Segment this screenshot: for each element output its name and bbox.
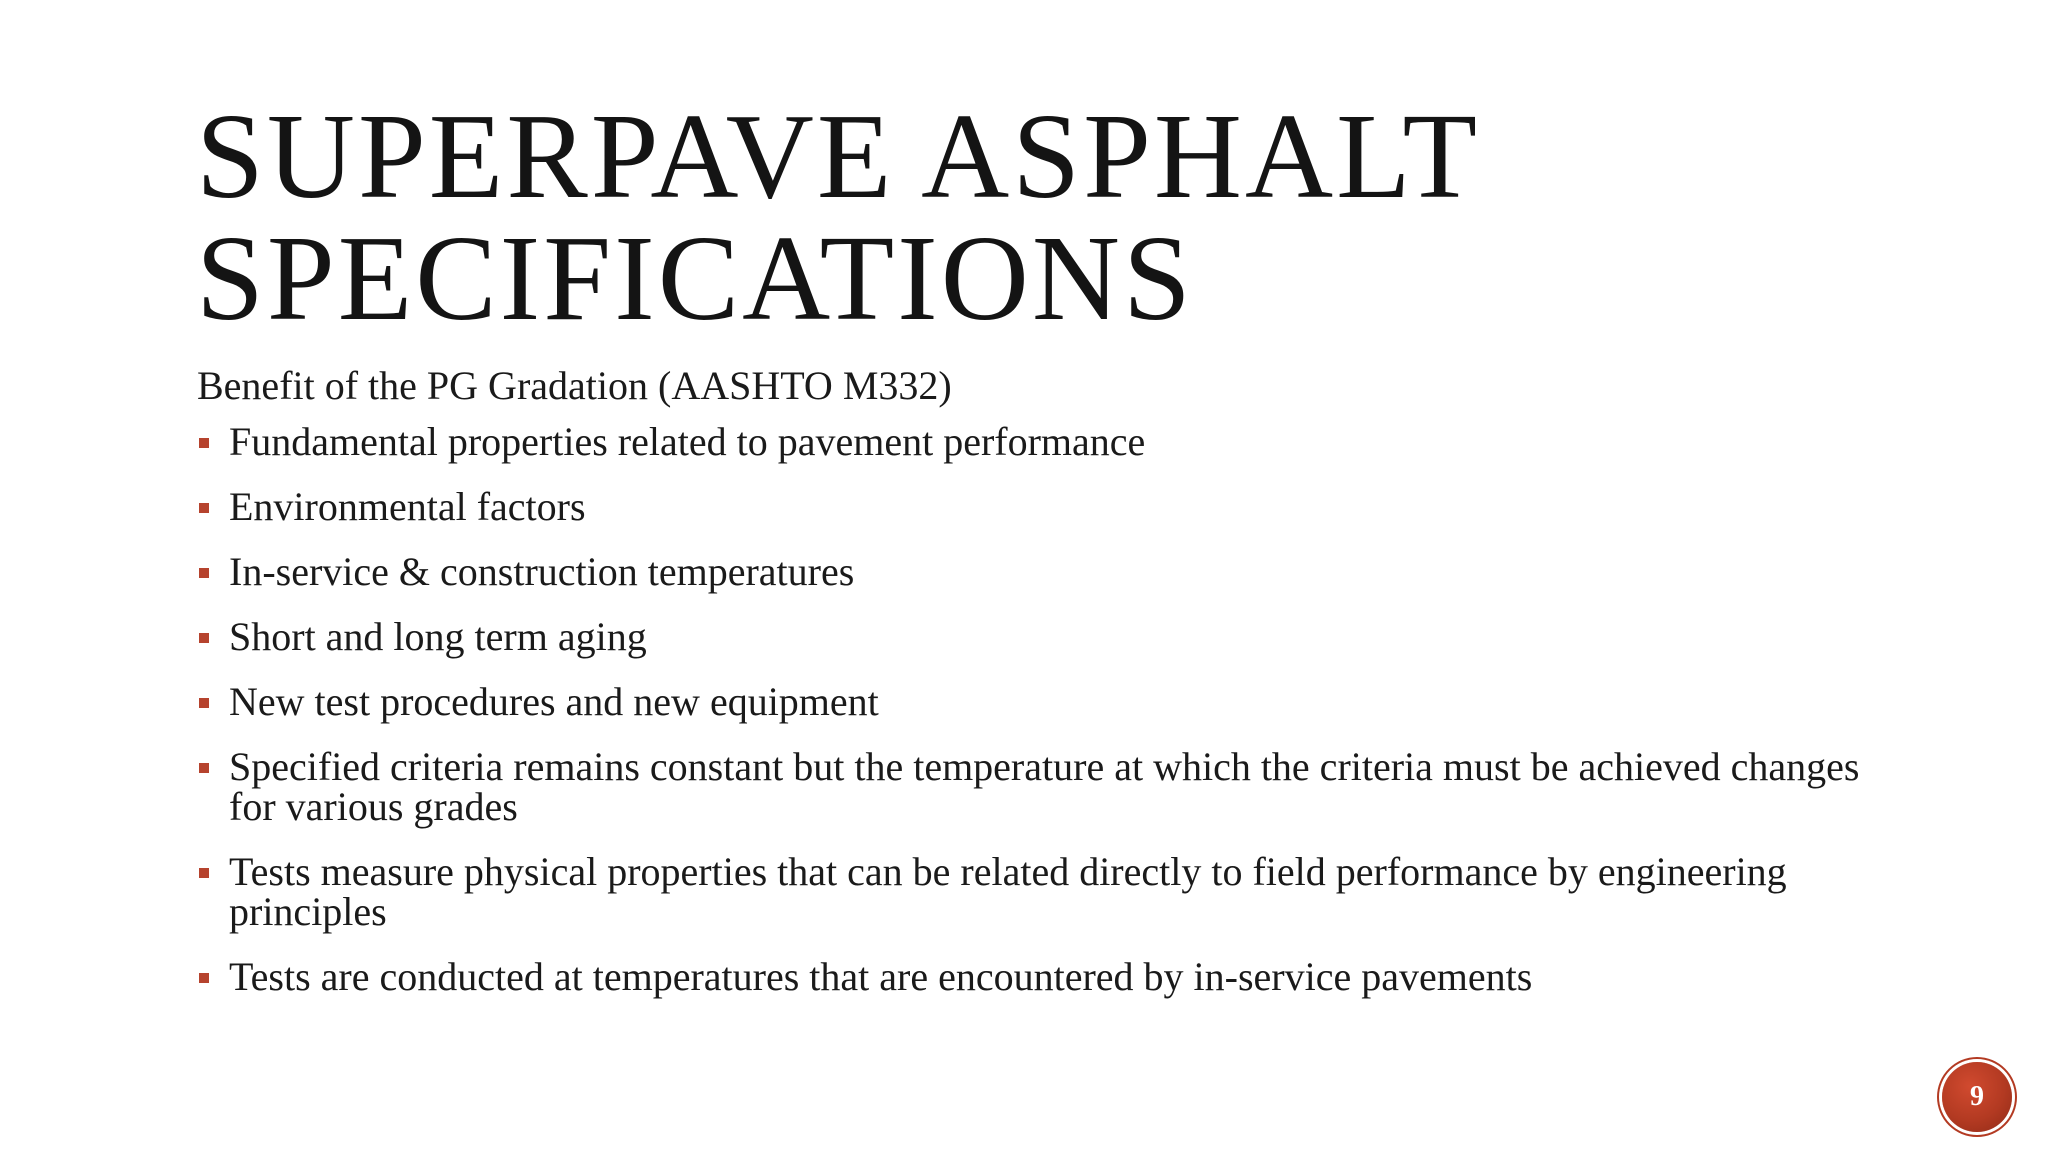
bullet-text: Tests measure physical properties that can be related directly to field performance by engineering principles (229, 849, 1787, 934)
square-bullet-icon (199, 438, 209, 448)
slide-subtitle: Benefit of the PG Gradation (AASHTO M332) (197, 363, 952, 408)
page-number: 9 (1970, 1081, 1984, 1112)
list-item (197, 419, 1897, 464)
square-bullet-icon (199, 973, 209, 983)
list-item (197, 744, 1897, 829)
list-item (197, 549, 1897, 594)
page-number-badge (1942, 1062, 2012, 1132)
slide-title-line-1: SUPERPAVE ASPHALT (196, 89, 1480, 224)
bullet-text: Environmental factors (229, 484, 586, 529)
list-item (197, 849, 1897, 934)
list-item (197, 614, 1897, 659)
list-item (197, 954, 1897, 999)
square-bullet-icon (199, 763, 209, 773)
slide-title (196, 89, 1896, 346)
square-bullet-icon (199, 698, 209, 708)
square-bullet-icon (199, 633, 209, 643)
square-bullet-icon (199, 503, 209, 513)
bullet-list (197, 419, 1897, 1022)
bullet-text: Specified criteria remains constant but the temperature at which the criteria must be achieved changes for various grades (229, 744, 1860, 829)
bullet-text: New test procedures and new equipment (229, 679, 879, 724)
bullet-text: Tests are conducted at temperatures that are encountered by in-service pavements (229, 954, 1533, 999)
slide-title-line-2: SPECIFICATIONS (196, 211, 1194, 346)
square-bullet-icon (199, 568, 209, 578)
bullet-text: Fundamental properties related to pavement performance (229, 419, 1146, 464)
list-item (197, 484, 1897, 529)
bullet-text: Short and long term aging (229, 614, 647, 659)
list-item (197, 679, 1897, 724)
bullet-text: In-service & construction temperatures (229, 549, 855, 594)
square-bullet-icon (199, 868, 209, 878)
